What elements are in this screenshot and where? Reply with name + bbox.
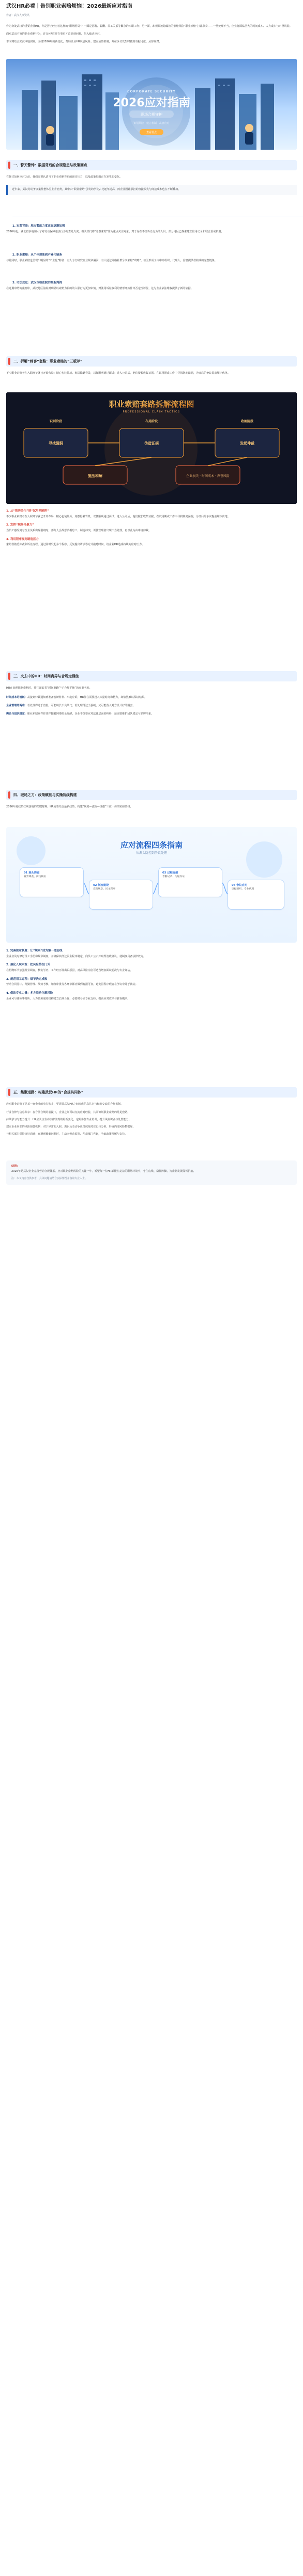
section3-intro: HR在处理职业索赔时，往往面临着“时间赛跑”与“合规平衡”的双重考验。 <box>6 687 92 690</box>
section5-point-4: 与相关部门保持良好沟通：在遇到疑难问题时，主动向劳动监察、仲裁部门咨询，争取政策理解与支持。 <box>6 1132 128 1136</box>
hero-kicker: CORPORATE SECURITY <box>127 90 176 93</box>
flowchart-illustration <box>6 392 297 504</box>
flowchart-title: 职业索赔套路拆解流程图 <box>109 400 194 409</box>
section2-intro-text: 不少职业索赔者在入职环节就已开始布局：精心包装简历、刻意隐瞒背景，以便顺利通过面试；进入公司后，他们擅长收集证据，在试用期或工作中寻找制度漏洞，为日后的争议提前埋下伏笔。 <box>6 372 230 375</box>
section2-text-2: 当员工感受到与企业关系出现裂痕时，部分人会故意消极怠工、制造冲突，诱使管理者出现不当处理，再以此为由申请仲裁。 <box>6 529 152 532</box>
section2-subheading-2: 2. 发挥“职场冷暴力” <box>6 523 34 527</box>
section-heading-2: 二、 拆解“刺客”套路：职业索赔的“三板斧” <box>6 356 297 367</box>
section4-figure-subtitle: 从源头防控到争议处理 <box>135 851 167 855</box>
flow-box-3: 发起仲裁 <box>240 441 254 446</box>
article-title: 武汉HR必看｜告别职业索赔烦恼！2026最新应对指南 <box>6 4 132 9</box>
closing-text: 2026年是武汉企业完善劳动合规体系、应对职业索赔风险的关键一年。希望每一位HR都能在复杂的职场环境中，守住底线、稳住阵脚，为企业发展保驾护航。 <box>11 1169 196 1173</box>
section2-intro <box>6 372 297 376</box>
section2-subheading-3: 3. 利用程序规则制造压力 <box>6 537 39 541</box>
section3-body <box>6 687 297 717</box>
section4-intro: 2026年是政策红利落地的关键时期，HR需要结合最新政策，构建“制度—流程—证据”三位一体的实操防线。 <box>6 805 133 808</box>
section5-intro: 应对职业索赔不是某一家企业的单打独斗，更需要武汉HR之间形成信息共享与经验交流的合作机制。 <box>6 1103 124 1106</box>
section5-point-2: 持续学习与能力提升：HR应关注劳动法律法规的最新变化，定期参加专业培训，提升风险识别与处置能力。 <box>6 1118 131 1121</box>
section-heading-5: 五、 集聚道路：构建武汉HR的“合规共同体” <box>6 1087 297 1098</box>
section5-body <box>6 1103 297 1136</box>
flow-card-3: 03 过程留痕 考勤记录、沟通存证 <box>158 867 222 897</box>
intro-paragraph-1: 作为身处武汉的重要企业HR，你是否正经历着这样的“职场困局”？一面是招聘、薪酬、员工关系等繁杂的本职工作；另一面，却频频被隐藏着的索赔风险“职业索赔”打乱节奏——一旦处理不当，企业将面临巨大的时间成本、人力成本与声誉风险。 <box>6 25 292 28</box>
section-heading-3: 三、 火去中的HR：时间离异与合规走钢丝 <box>6 671 297 681</box>
section1-text-1: 2026年起，湖北省多地加大了对劳动保障违法行为的查处力度。相关部门将“恶意索赔”作为重点关注对象，对于存在不当诉讼行为的人员，部分地区已探索建立信用记录和联合惩戒机制。 <box>6 230 224 233</box>
flow-box-4: 施压和解 <box>88 474 102 478</box>
section1-paragraph-1: 在探讨如何应对之前，我们需要认清当下职业索赔背后的现实压力，以及政策层面正在发生的变化。 <box>6 176 123 179</box>
flow-card-2: 02 制度建设 完善规章、民主程序 <box>89 880 153 910</box>
closing-notice: 注：本文内容仅供参考，具体问题请结合实际情况并咨询专业人士。 <box>11 1176 87 1180</box>
section2-text-1: 不少职业索赔者在入职环节就已开始布局：精心包装简历、刻意隐瞒背景，以便顺利通过面试；进入公司后，他们擅长收集证据，在试用期或工作中寻找制度漏洞，为日后的争议提前埋下伏笔。 <box>6 515 230 518</box>
section5-point-3: 建立企业内部的风险预警机制：对于异常的入职、离职及劳动争议情况及时登记与分析，形成内部风险数据库。 <box>6 1125 135 1128</box>
hero-illustration <box>6 59 297 150</box>
section2-body <box>6 509 297 547</box>
section4-subheading-4: 4. 借助专业力量：多方联动化解风险 <box>6 992 53 995</box>
flow-left-heading: 识别阶段 <box>49 420 63 423</box>
section1-subheading-3: 3. 司法变迁：武汉市检法院的最新判例 <box>12 281 62 284</box>
intro-block <box>6 25 297 44</box>
section3-point-3: 舆论与团队稳定：职业索赔案件往往伴随着网络舆论发酵，企业不仅要应对法律层面的纠纷，还需要维护团队稳定与品牌形象。 <box>6 712 154 715</box>
section4-subheading-2: 2. 强化入职审查：把风险挡在门外 <box>6 963 50 967</box>
intro-paragraph-2: 面对层出不穷的职业索赔行为，许多HR往往在事后才意识到问题，陷入被动应对。 <box>6 32 102 36</box>
intro-paragraph-3: 本文将结合武汉本地实践，围绕2026年的新变化，帮助企业HR识别风险、建立预防机制，并在争议发生时做到有据可依、从容应对。 <box>6 40 162 43</box>
flow-card-4: 04 争议应对 证据组织、专业代理 <box>228 880 284 910</box>
flow-mid-heading: 布局阶段 <box>145 420 158 423</box>
section1-subheading-1: 1. 宏观背景：地方警政力度正在逐渐加强 <box>12 225 65 228</box>
section2-subheading-1: 1. 从“简历美化”到“试用期陷阱” <box>6 510 49 513</box>
section1-body <box>6 176 297 290</box>
hero-title: 2026应对指南 <box>113 97 190 109</box>
hero-subtitle: 职场合规守护 <box>141 113 162 117</box>
section4-figure-title: 应对流程四条指南 <box>120 840 183 850</box>
section1-quote: 近年来，武汉劳动争议案件整体呈上升态势，其中由“职业索赔”引发的争议占比逐年提高，而企业因此承担的直接损失与间接成本也在不断叠加。 <box>6 185 297 195</box>
flow-arrows <box>6 827 297 943</box>
section1-subheading-2: 2. 职业索赔：从个体现象到产业化链条 <box>12 253 62 257</box>
article-author: 作者：武汉人事资讯 <box>6 14 30 17</box>
section3-point-2: 企业管理的两难：若处理得过于宽松，可能助长不良风气；若处理得过于强硬，又可能落入对方设计好的圈套。 <box>6 704 135 707</box>
flow-box-1: 寻找漏洞 <box>49 441 63 446</box>
section1-text-2: 与此同时，职业索赔也呈现出明显的“产业化”特征：有人专门研究企业规章漏洞，有人通过网络社群分享索赔“攻略”，甚至形成了由中介组织、代理人、信息提供者构成的完整链条。 <box>6 259 217 262</box>
closing-title: 结语： <box>11 1165 20 1168</box>
section2-text-3: 索赔者熟悉仲裁和诉讼流程，通过同时发起多个程序、反复提出请求等方式拖延时间，给企业HR造成持续的应对压力。 <box>6 543 145 547</box>
section-heading-4: 四、 破局之刀：政策赋能与实操防线构建 <box>6 790 297 800</box>
hero-line: 识别风险 · 建立机制 · 从容应对 <box>133 122 170 125</box>
hero-image <box>6 59 297 150</box>
section4-text-1: 企业应及时修订员工手册和规章制度，并确保其经过民主程序制定、向员工公示并取得签收确认，使制度具备法律效力。 <box>6 955 146 958</box>
closing-card <box>6 1160 297 1185</box>
flowchart-image <box>6 392 297 504</box>
section1-text-3: 在近期审结的案例中，武汉地区法院对明显以索赔为目的的入职行为更加审慎，对滥用诉讼权利的情形开始作出否定性评价，这为企业依法维权提供了新的依据。 <box>6 287 193 290</box>
section4-subheading-1: 1. 完善规章制度：让“规则”成为第一道防线 <box>6 949 63 952</box>
flow-box-2: 伪造证据 <box>144 441 159 446</box>
flow-bottom-note: 企业损失 · 时间成本 · 声誉风险 <box>186 474 230 478</box>
section4-figure <box>6 827 297 943</box>
flowchart-subtitle: PROFESSIONAL CLAIM TACTICS <box>123 411 180 414</box>
section-heading-1: 一、 警天警钟：数据背后的合规隐患与政策回点 <box>6 160 297 170</box>
flow-right-heading: 收割阶段 <box>240 420 254 423</box>
section5-point-1: 行业自律与信息共享：在合法合规的前提下，企业之间可以交流应对经验，共同识别职业索赔的常见套路。 <box>6 1110 130 1114</box>
section3-point-1: 时间成本的消耗：从接到仲裁通知到准备答辩材料、出庭应诉，HR往往需要投入大量时间和精力，却依然难以保证结果。 <box>6 695 147 699</box>
section4-subheading-3: 3. 规范用工过程：细节决定成败 <box>6 977 48 981</box>
section4-intro-block <box>6 805 297 809</box>
flow-card-1: 01 源头筛查 背景调查、简历核实 <box>20 867 84 897</box>
section4-text-3: 劳动合同签订、考勤管理、绩效考核、加班审批等各环节都应做到有据可查，避免因程序瑕疵在争议中处于被动。 <box>6 983 138 987</box>
section4-text-4: 企业可与律师事务所、人力资源服务机构建立长期合作，必要时寻求专业支持，提高应对效率与胜诉概率。 <box>6 997 130 1000</box>
section4-body <box>6 949 297 1001</box>
hero-button: 查看要点 <box>146 131 157 134</box>
section4-text-2: 在招聘环节加强背景调查，核实学历、工作经历及离职原因，对高风险岗位可适当增加面试轮次与专业评估。 <box>6 968 133 972</box>
